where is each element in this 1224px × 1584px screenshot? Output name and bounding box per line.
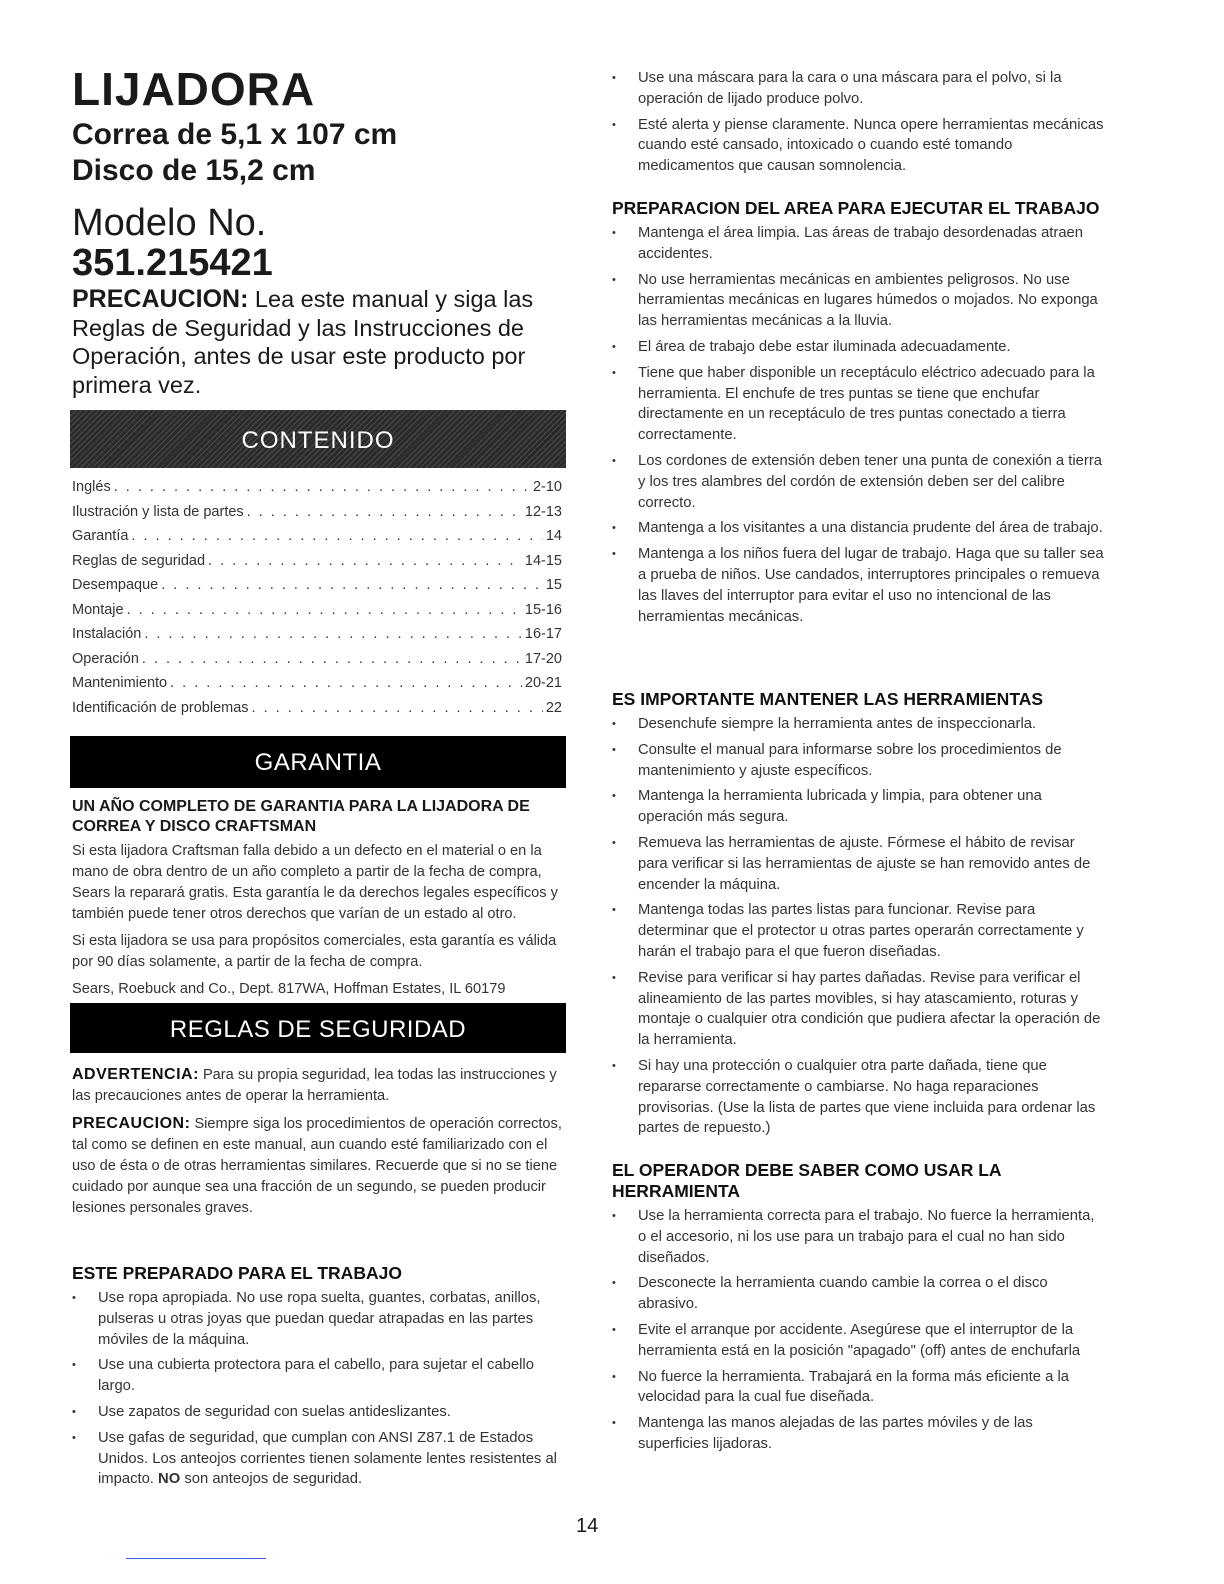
document-subtitle [72, 117, 397, 189]
subtitle-disc: Disco de 15,2 cm [72, 154, 316, 187]
list-item: • No use herramientas mecánicas en ambientes peligrosos. No use herramientas mecánicas en lugares húmedos o mojados. No exponga las herramientas mecánicas a la lluvia. [612, 270, 1104, 332]
prepared-list [72, 1288, 564, 1490]
toc-item[interactable]: Garantía . . . 14 [72, 524, 562, 549]
list-item: • Desenchufe siempre la herramienta antes de inspeccionarla. [612, 714, 1104, 735]
toc-item[interactable]: Mantenimiento . . . 20-21 [72, 671, 562, 696]
list-item: • Si hay una protección o cualquier otra parte dañada, tiene que repararse correctamente o cambiarse. No haga reparaciones provisorias. (Use la lista de partes que viene incluida para ordenar las partes de repuesto.) [612, 1056, 1104, 1139]
caution-label: PRECAUCION: [72, 1115, 191, 1132]
document-title: LIJADORA [72, 63, 316, 115]
operator-list [612, 1206, 1104, 1455]
model-label: Modelo No. [72, 202, 267, 244]
warning-paragraph: ADVERTENCIA: Para su propia seguridad, lea todas las instrucciones y las precauciones antes de operar la herramienta. [72, 1066, 557, 1104]
work-area-section [612, 198, 1104, 632]
list-item: • Use ropa apropiada. No use ropa suelta, guantes, corbatas, anillos, pulseras u otras joyas que puedan quedar atrapadas en las partes móviles de la máquina. [72, 1288, 564, 1350]
toc-item[interactable]: Ilustración y lista de partes . . . 12-13 [72, 500, 562, 525]
safety-rules-banner: REGLAS DE SEGURIDAD [70, 1003, 566, 1053]
list-item: • El área de trabajo debe estar iluminada adecuadamente. [612, 337, 1104, 358]
list-item: • Esté alerta y piense claramente. Nunca opere herramientas mecánicas cuando esté cansado, intoxicado o cuando esté tomando medicamentos que causan somnolencia. [612, 115, 1104, 177]
list-item: • Evite el arranque por accidente. Asegúrese que el interruptor de la herramienta está en la posición "apagado" (off) antes de enchufarla [612, 1320, 1104, 1362]
caution-paragraph: PRECAUCION: Siempre siga los procedimientos de operación correctos, tal como se definen en este manual, aun cuando esté familiarizado con el uso de ésta o de otras herramientas similares. Recuerde que si no se tiene cuidado por aunque sea una fracción de un segundo, se pueden producir lesiones personales graves. [72, 1115, 562, 1216]
list-item: • Mantenga a los visitantes a una distancia prudente del área de trabajo. [612, 518, 1104, 539]
prepared-section [72, 1263, 564, 1495]
list-item: • Mantenga a los niños fuera del lugar de trabajo. Haga que su taller sea a prueba de niños. Use candados, interruptores principales o remueva las llaves del interruptor para evitar el uso no intencional de las herramientas mecánicas. [612, 544, 1104, 627]
warranty-section [72, 797, 564, 1006]
maintain-section [612, 689, 1104, 1144]
safety-intro [72, 1064, 564, 1225]
list-item: • Mantenga el área limpia. Las áreas de trabajo desordenadas atraen accidentes. [612, 223, 1104, 265]
footer-rule [126, 1558, 266, 1559]
precaution-label: PRECAUCION: [72, 285, 249, 313]
section-heading: ES IMPORTANTE MANTENER LAS HERRAMIENTAS [612, 689, 1044, 709]
list-item: • Mantenga la herramienta lubricada y limpia, para obtener una operación más segura. [612, 786, 1104, 828]
maintain-list [612, 714, 1104, 1139]
warranty-subheading: UN AÑO COMPLETO DE GARANTIA PARA LA LIJADORA DE CORREA Y DISCO CRAFTSMAN [72, 798, 530, 835]
operator-section [612, 1160, 1104, 1460]
toc-item[interactable]: Montaje . . . 15-16 [72, 598, 562, 623]
list-item: • Desconecte la herramienta cuando cambie la correa o el disco abrasivo. [612, 1273, 1104, 1315]
section-heading: PREPARACION DEL AREA PARA EJECUTAR EL TRABAJO [612, 198, 1100, 218]
precaution-intro [72, 285, 566, 399]
list-item: • Remueva las herramientas de ajuste. Fórmese el hábito de revisar para verificar si las herramientas de ajuste se han removido antes de encender la máquina. [612, 833, 1104, 895]
toc-item[interactable]: Inglés . . . 2-10 [72, 475, 562, 500]
contents-banner: CONTENIDO [70, 410, 566, 468]
list-item: • Revise para verificar si hay partes dañadas. Revise para verificar el alineamiento de las partes movibles, si hay atascamiento, roturas y montaje o cualquier otra condición que pudiera afectar la operación de la herramienta. [612, 968, 1104, 1051]
prepared-list-continued [612, 68, 1104, 177]
warranty-paragraph: Si esta lijadora se usa para propósitos comerciales, esta garantía es válida por 90 días solamente, a partir de la fecha de compra. [72, 933, 557, 970]
section-heading: ESTE PREPARADO PARA EL TRABAJO [72, 1263, 402, 1283]
warranty-paragraph: Si esta lijadora Craftsman falla debido a un defecto en el material o en la mano de obra dentro de un año completo a partir de la fecha de compra, Sears la reparará gratis. Esta garantía le da derechos legales específicos y también puede tener otros derechos que varían de un estado al otro. [72, 843, 558, 922]
list-item: • Use la herramienta correcta para el trabajo. No fuerce la herramienta, o el accesorio, ni los use para un trabajo para el cual no han sido diseñados. [612, 1206, 1104, 1268]
list-item: • Use una máscara para la cara o una máscara para el polvo, si la operación de lijado produce polvo. [612, 68, 1104, 110]
subtitle-belt: Correa de 5,1 x 107 cm [72, 118, 398, 151]
list-item: • Use gafas de seguridad, que cumplan con ANSI Z87.1 de Estados Unidos. Los anteojos corrientes tienen solamente lentes resistentes al impacto. NO son anteojos de seguridad. [72, 1428, 564, 1490]
toc-item[interactable]: Operación . . . 17-20 [72, 647, 562, 672]
list-item: • Consulte el manual para informarse sobre los procedimientos de mantenimiento y ajuste específicos. [612, 740, 1104, 782]
section-heading: EL OPERADOR DEBE SABER COMO USAR LA HERRAMIENTA [612, 1160, 1001, 1201]
list-item: • No fuerce la herramienta. Trabajará en la forma más eficiente a la velocidad para la cual fue diseñada. [612, 1367, 1104, 1409]
model-block [72, 203, 273, 283]
list-item: • Use zapatos de seguridad con suelas antideslizantes. [72, 1402, 564, 1423]
page-number: 14 [576, 1515, 599, 1537]
warranty-address: Sears, Roebuck and Co., Dept. 817WA, Hoffman Estates, IL 60179 [72, 981, 506, 997]
list-item: • Mantenga todas las partes listas para funcionar. Revise para determinar que el protector u otras partes operarán correctamente y harán el trabajo para el que fueron diseñadas. [612, 900, 1104, 962]
toc-item[interactable]: Instalación . . . 16-17 [72, 622, 562, 647]
toc-item[interactable]: Desempaque . . . 15 [72, 573, 562, 598]
right-top-section [612, 68, 1104, 182]
work-area-list [612, 223, 1104, 627]
list-item: • Mantenga las manos alejadas de las partes móviles y de las superficies lijadoras. [612, 1413, 1104, 1455]
warning-label: ADVERTENCIA: [72, 1066, 199, 1083]
list-item: • Use una cubierta protectora para el cabello, para sujetar el cabello largo. [72, 1355, 564, 1397]
toc-item[interactable]: Identificación de problemas . . . 22 [72, 696, 562, 721]
warranty-banner: GARANTIA [70, 736, 566, 788]
toc-item[interactable]: Reglas de seguridad . . . 14-15 [72, 549, 562, 574]
list-item: • Tiene que haber disponible un receptáculo eléctrico adecuado para la herramienta. El enchufe de tres puntas se tiene que enchufar directamente en un receptáculo de tres puntas conectado a tierra correctamente. [612, 363, 1104, 446]
precaution-text: Lea este manual y siga las Reglas de Seguridad y las Instrucciones de Operación, antes de usar este producto por primera vez. [72, 286, 534, 398]
table-of-contents [72, 475, 562, 720]
model-number: 351.215421 [72, 242, 273, 284]
list-item: • Los cordones de extensión deben tener una punta de conexión a tierra y los tres alambres del cordón de extensión deben ser del calibre correcto. [612, 451, 1104, 513]
